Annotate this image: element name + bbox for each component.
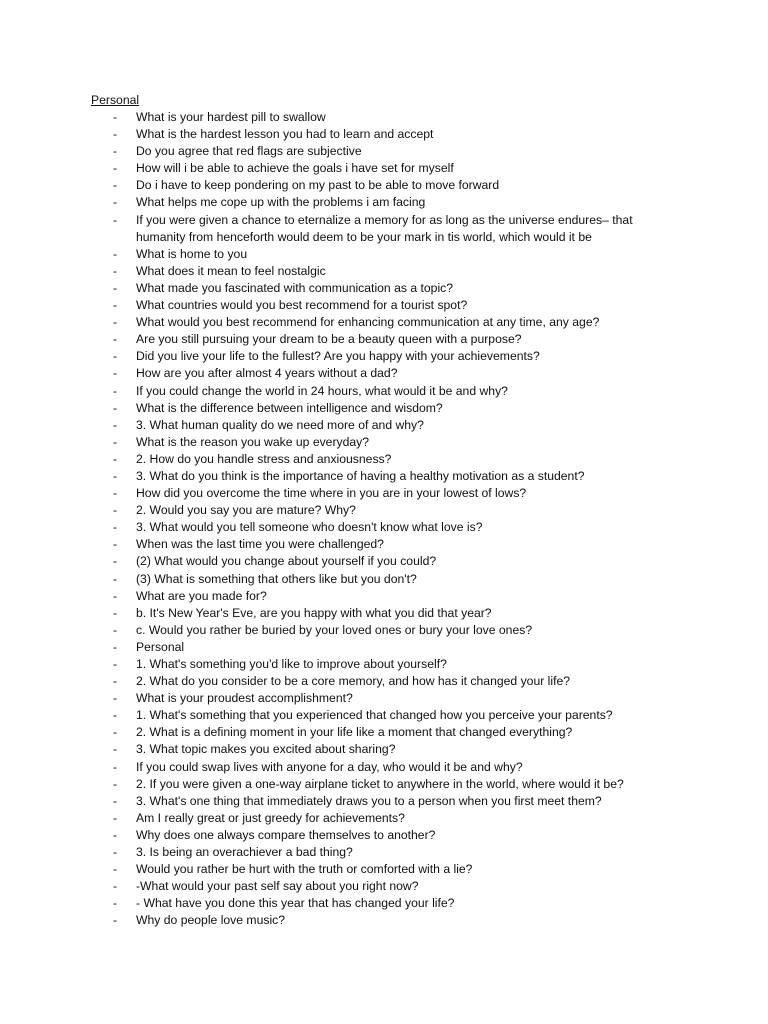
question-text: Am I really great or just greedy for achievements? — [136, 810, 405, 825]
bullet-dash: - — [113, 639, 118, 654]
list-item — [0, 639, 666, 656]
question-text: 2. What is a defining moment in your life like a moment that changed everything? — [136, 725, 573, 740]
list-item — [0, 827, 666, 844]
bullet-dash: - — [113, 674, 118, 689]
question-text: What would you best recommend for enhancing communication at any time, any age? — [136, 315, 600, 330]
list-item — [0, 793, 666, 810]
bullet-dash: - — [113, 554, 118, 569]
list-item — [0, 160, 666, 177]
bullet-dash: - — [113, 810, 118, 825]
question-text: 2. How do you handle stress and anxiousness? — [136, 451, 392, 466]
bullet-dash: - — [113, 246, 118, 261]
list-item — [0, 656, 666, 673]
question-text: Are you still pursuing your dream to be a beauty queen with a purpose? — [136, 332, 522, 347]
list-item — [0, 212, 666, 246]
bullet-dash: - — [113, 366, 118, 381]
question-text: How are you after almost 4 years without a dad? — [136, 366, 398, 381]
bullet-dash: - — [113, 691, 118, 706]
bullet-dash: - — [113, 622, 118, 637]
list-item — [0, 194, 666, 211]
list-item — [0, 383, 666, 400]
bullet-dash: - — [113, 759, 118, 774]
bullet-dash: - — [113, 434, 118, 449]
list-item — [0, 314, 666, 331]
bullet-dash: - — [113, 298, 118, 313]
bullet-dash: - — [113, 588, 118, 603]
list-item — [0, 741, 666, 758]
list-item — [0, 297, 666, 314]
question-text: 2. Would you say you are mature? Why? — [136, 503, 356, 518]
bullet-dash: - — [113, 212, 118, 227]
question-text: When was the last time you were challenged? — [136, 537, 384, 552]
bullet-dash: - — [113, 725, 118, 740]
list-item — [0, 485, 666, 502]
question-text: If you could change the world in 24 hours, what would it be and why? — [136, 383, 508, 398]
bullet-dash: - — [113, 178, 118, 193]
list-item — [0, 451, 666, 468]
question-text: If you could swap lives with anyone for a day, who would it be and why? — [136, 759, 523, 774]
question-text: What made you fascinated with communication as a topic? — [136, 280, 454, 295]
bullet-dash: - — [113, 110, 118, 124]
question-text: 1. What's something you'd like to improve about yourself? — [136, 657, 447, 671]
bullet-dash: - — [113, 468, 118, 483]
question-text: c. Would you rather be buried by your loved ones or bury your love ones? — [136, 622, 533, 637]
list-item — [0, 553, 666, 570]
list-item — [0, 348, 666, 365]
bullet-dash: - — [113, 879, 118, 894]
list-item — [0, 143, 666, 160]
question-text: 2. What do you consider to be a core memory, and how has it changed your life? — [136, 674, 571, 689]
bullet-dash: - — [113, 195, 118, 210]
question-text: 3. Is being an overachiever a bad thing? — [136, 845, 353, 860]
list-item — [0, 605, 666, 622]
list-item — [0, 434, 666, 451]
list-item — [0, 759, 666, 776]
bullet-dash: - — [113, 657, 118, 671]
question-text: What is home to you — [136, 246, 248, 261]
question-text: What helps me cope up with the problems i am facing — [136, 195, 426, 210]
list-item — [0, 588, 666, 605]
bullet-dash: - — [113, 896, 118, 911]
list-item — [0, 536, 666, 553]
question-text: 3. What human quality do we need more of and why? — [136, 417, 424, 432]
question-text: 1. What's something that you experienced that changed how you perceive your parents? — [136, 708, 613, 723]
list-item — [0, 177, 666, 194]
bullet-dash: - — [113, 400, 118, 415]
bullet-dash: - — [113, 451, 118, 466]
list-item — [0, 878, 666, 895]
list-item — [0, 673, 666, 690]
bullet-dash: - — [113, 280, 118, 295]
list-item — [0, 519, 666, 536]
question-text: 3. What's one thing that immediately draws you to a person when you first meet them? — [136, 793, 602, 808]
question-text: Why does one always compare themselves to another? — [136, 827, 436, 842]
bullet-dash: - — [113, 708, 118, 723]
question-text: (2) What would you change about yourself if you could? — [136, 554, 437, 569]
list-item — [0, 895, 666, 912]
list-item — [0, 810, 666, 827]
question-text: How did you overcome the time where in you are in your lowest of lows? — [136, 486, 527, 501]
question-text: What is the hardest lesson you had to learn and accept — [136, 127, 434, 142]
section-heading: Personal — [91, 93, 140, 107]
list-item — [0, 844, 666, 861]
list-item — [0, 707, 666, 724]
list-item — [0, 861, 666, 878]
bullet-dash: - — [113, 263, 118, 278]
question-text: What is your proudest accomplishment? — [136, 691, 353, 706]
question-text: 3. What topic makes you excited about sharing? — [136, 742, 396, 757]
question-text: If you were given a chance to eternalize a memory for as long as the universe endures– that humanity from henceforth would deem to be your mark in tis world, which would it be — [136, 212, 633, 244]
question-text: 3. What do you think is the importance of having a healthy motivation as a student? — [136, 468, 585, 483]
question-list — [0, 109, 768, 930]
bullet-dash: - — [113, 913, 118, 928]
list-item — [0, 109, 666, 126]
list-item — [0, 690, 666, 707]
list-item — [0, 331, 666, 348]
question-text: Personal — [136, 639, 185, 654]
bullet-dash: - — [113, 383, 118, 398]
bullet-dash: - — [113, 827, 118, 842]
question-text: How will i be able to achieve the goals i have set for myself — [136, 161, 454, 176]
question-text: (3) What is something that others like but you don't? — [136, 571, 417, 586]
question-text: -What would your past self say about you right now? — [136, 879, 419, 894]
list-item — [0, 263, 666, 280]
question-text: What countries would you best recommend for a tourist spot? — [136, 298, 468, 313]
question-text: Would you rather be hurt with the truth or comforted with a lie? — [136, 862, 473, 877]
list-item — [0, 468, 666, 485]
bullet-dash: - — [113, 537, 118, 552]
bullet-dash: - — [113, 144, 118, 159]
list-item — [0, 571, 666, 588]
list-item — [0, 724, 666, 741]
list-item — [0, 622, 666, 639]
bullet-dash: - — [113, 845, 118, 860]
question-text: What is the reason you wake up everyday? — [136, 434, 370, 449]
question-text: What is the difference between intelligence and wisdom? — [136, 400, 443, 415]
question-text: Do you agree that red flags are subjective — [136, 144, 362, 159]
bullet-dash: - — [113, 571, 118, 586]
bullet-dash: - — [113, 742, 118, 757]
bullet-dash: - — [113, 315, 118, 330]
list-item — [0, 776, 666, 793]
question-text: Do i have to keep pondering on my past to be able to move forward — [136, 178, 500, 193]
bullet-dash: - — [113, 486, 118, 501]
bullet-dash: - — [113, 349, 118, 364]
list-item — [0, 280, 666, 297]
list-item — [0, 126, 666, 143]
question-text: Why do people love music? — [136, 913, 286, 928]
question-text: Did you live your life to the fullest? Are you happy with your achievements? — [136, 349, 540, 364]
list-item — [0, 246, 666, 263]
question-text: What are you made for? — [136, 588, 267, 603]
bullet-dash: - — [113, 417, 118, 432]
question-text: What does it mean to feel nostalgic — [136, 263, 326, 278]
list-item — [0, 417, 666, 434]
bullet-dash: - — [113, 520, 118, 535]
bullet-dash: - — [113, 776, 118, 791]
question-text: What is your hardest pill to swallow — [136, 110, 326, 124]
bullet-dash: - — [113, 127, 118, 142]
bullet-dash: - — [113, 503, 118, 518]
question-text: b. It's New Year's Eve, are you happy with what you did that year? — [136, 605, 492, 620]
question-text: - What have you done this year that has changed your life? — [136, 896, 455, 911]
bullet-dash: - — [113, 793, 118, 808]
question-text: 3. What would you tell someone who doesn't know what love is? — [136, 520, 483, 535]
bullet-dash: - — [113, 161, 118, 176]
bullet-dash: - — [113, 332, 118, 347]
list-item — [0, 912, 666, 929]
list-item — [0, 502, 666, 519]
list-item — [0, 365, 666, 382]
list-item — [0, 400, 666, 417]
bullet-dash: - — [113, 605, 118, 620]
question-text: 2. If you were given a one-way airplane ticket to anywhere in the world, where would it be? — [136, 776, 624, 791]
bullet-dash: - — [113, 862, 118, 877]
